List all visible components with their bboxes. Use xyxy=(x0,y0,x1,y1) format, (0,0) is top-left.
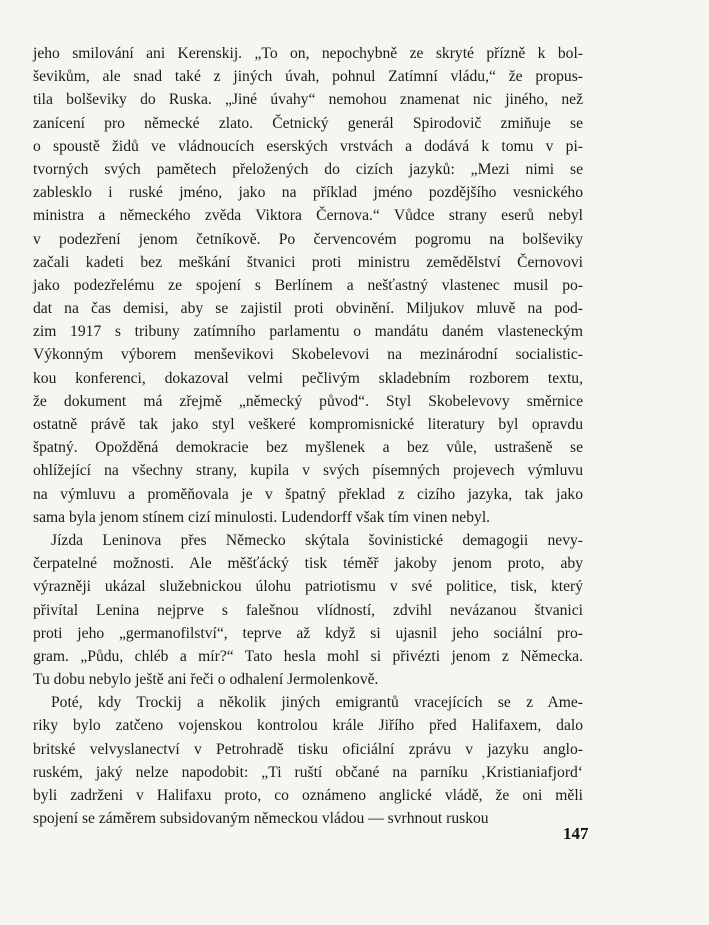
text-line: byli zadrženi v Halifaxu proto, co oznámeno anglické vládě, že oni měli xyxy=(33,787,583,804)
text-line: začali kadeti bez meškání štvanici proti ministru zemědělství Černovovi xyxy=(33,253,583,271)
text-line: jako podezřelému ze spojení s Berlínem a nešťastný vlastenec musil po- xyxy=(33,276,583,294)
text-line: zablesklo i ruské jméno, jako na příklad jméno pozdějšího vesnického xyxy=(33,184,583,202)
body-text xyxy=(33,42,583,830)
text-line: ostatně právě tak jako styl veškeré kompromisnické literatury byl opravdu xyxy=(33,416,583,433)
text-line: gram. „Půdu, chléb a mír?“ Tato hesla mohl si přivézti jenom z Německa. xyxy=(33,647,583,665)
text-line: ševikům, ale snad také z jiných úvah, pohnul Zatímní vládu,“ že propus- xyxy=(33,68,583,86)
paragraph xyxy=(33,691,583,830)
text-line: zanícení pro německé zlato. Četnický generál Spirodovič zmiňuje se xyxy=(33,114,583,132)
text-line: že dokument má zřejmě „německý původ“. Styl Skobelevovy směrnice xyxy=(33,392,583,410)
text-line: na výmluvu a proměňovala je v špatný překlad z cizího jazyka, tak jako xyxy=(33,485,583,503)
text-line: čerpatelné možnosti. Ale měšťácký tisk téměř jakoby jenom proto, aby xyxy=(33,555,583,573)
text-line: ohlížející na všechny strany, kupila v svých písemných projevech výmluvu xyxy=(33,462,583,480)
text-line: v podezření jenom četníkově. Po červencovém pogromu na bolševiky xyxy=(33,230,583,248)
text-line: výrazněji ukázal služebnickou úlohu patriotismu v své politice, tisk, který xyxy=(33,578,583,596)
text-line: o spoustě židů ve vládnoucích eserských vrstvách a dodává k tomu v pi- xyxy=(33,137,583,155)
text-line: Tu dobu nebylo ještě ani řeči o odhalení Jermolenkově. xyxy=(33,671,379,689)
text-line: sama byla jenom stínem cizí minulosti. Ludendorff však tím vinen nebyl. xyxy=(33,508,491,526)
text-line: zim 1917 s tribuny zatímního parlamentu o mandátu daném vlasteneckým xyxy=(33,323,583,341)
text-line: proti jeho „germanofilství“, teprve až když si ujasnil jeho sociální pro- xyxy=(33,624,583,642)
text-line: jeho smilování ani Kerenskij. „To on, nepochybně ze skryté přízně k bol- xyxy=(33,45,583,62)
text-line: ministra a německého zvěda Viktora Černova.“ Vůdce strany eserů nebyl xyxy=(33,207,583,225)
text-line: britské velvyslanectví v Petrohradě tisku oficiální zprávu v jazyku anglo- xyxy=(33,740,583,758)
text-line: přivítal Lenina nejprve s falešnou vlídností, zdvihl nevázanou štvanici xyxy=(33,601,583,619)
text-line: špatný. Opožděná demokracie bez myšlenek a bez vůle, ustrašeně se xyxy=(33,439,583,457)
text-line: Poté, kdy Trockij a několik jiných emigrantů vracejících se z Ame- xyxy=(51,694,583,712)
text-line: ruském, jaký nelze napodobit: „Ti ruští občané na parníku ‚Kristianiafjord‘ xyxy=(33,763,583,781)
text-line: riky bylo zatčeno vojenskou kontrolou krále Jiřího před Halifaxem, dalo xyxy=(33,717,583,735)
text-line: Jízda Leninova přes Německo skýtala šovinistické demagogii nevy- xyxy=(51,531,583,549)
text-line: Výkonným výborem menševikovi Skobelevovi na mezinárodní socialistic- xyxy=(33,346,583,364)
text-line: tila bolševiky do Ruska. „Jiné úvahy“ nemohou znamenat nic jiného, než xyxy=(33,91,583,109)
text-line: tvorných svých pamětech přeložených do cizích jazyků: „Mezi nimi se xyxy=(33,160,583,178)
page-number: 147 xyxy=(563,824,589,843)
text-line: dat na čas demisi, aby se zajistil proti obvinění. Miljukov mluvě na pod- xyxy=(33,300,583,318)
paragraph xyxy=(33,42,583,529)
text-line: spojení se záměrem subsidovaným německou vládou — svrhnout ruskou xyxy=(33,810,489,828)
paragraph xyxy=(33,529,583,691)
text-line: kou konferenci, dokazoval velmi pečlivým skladebním rozborem textu, xyxy=(33,369,583,387)
